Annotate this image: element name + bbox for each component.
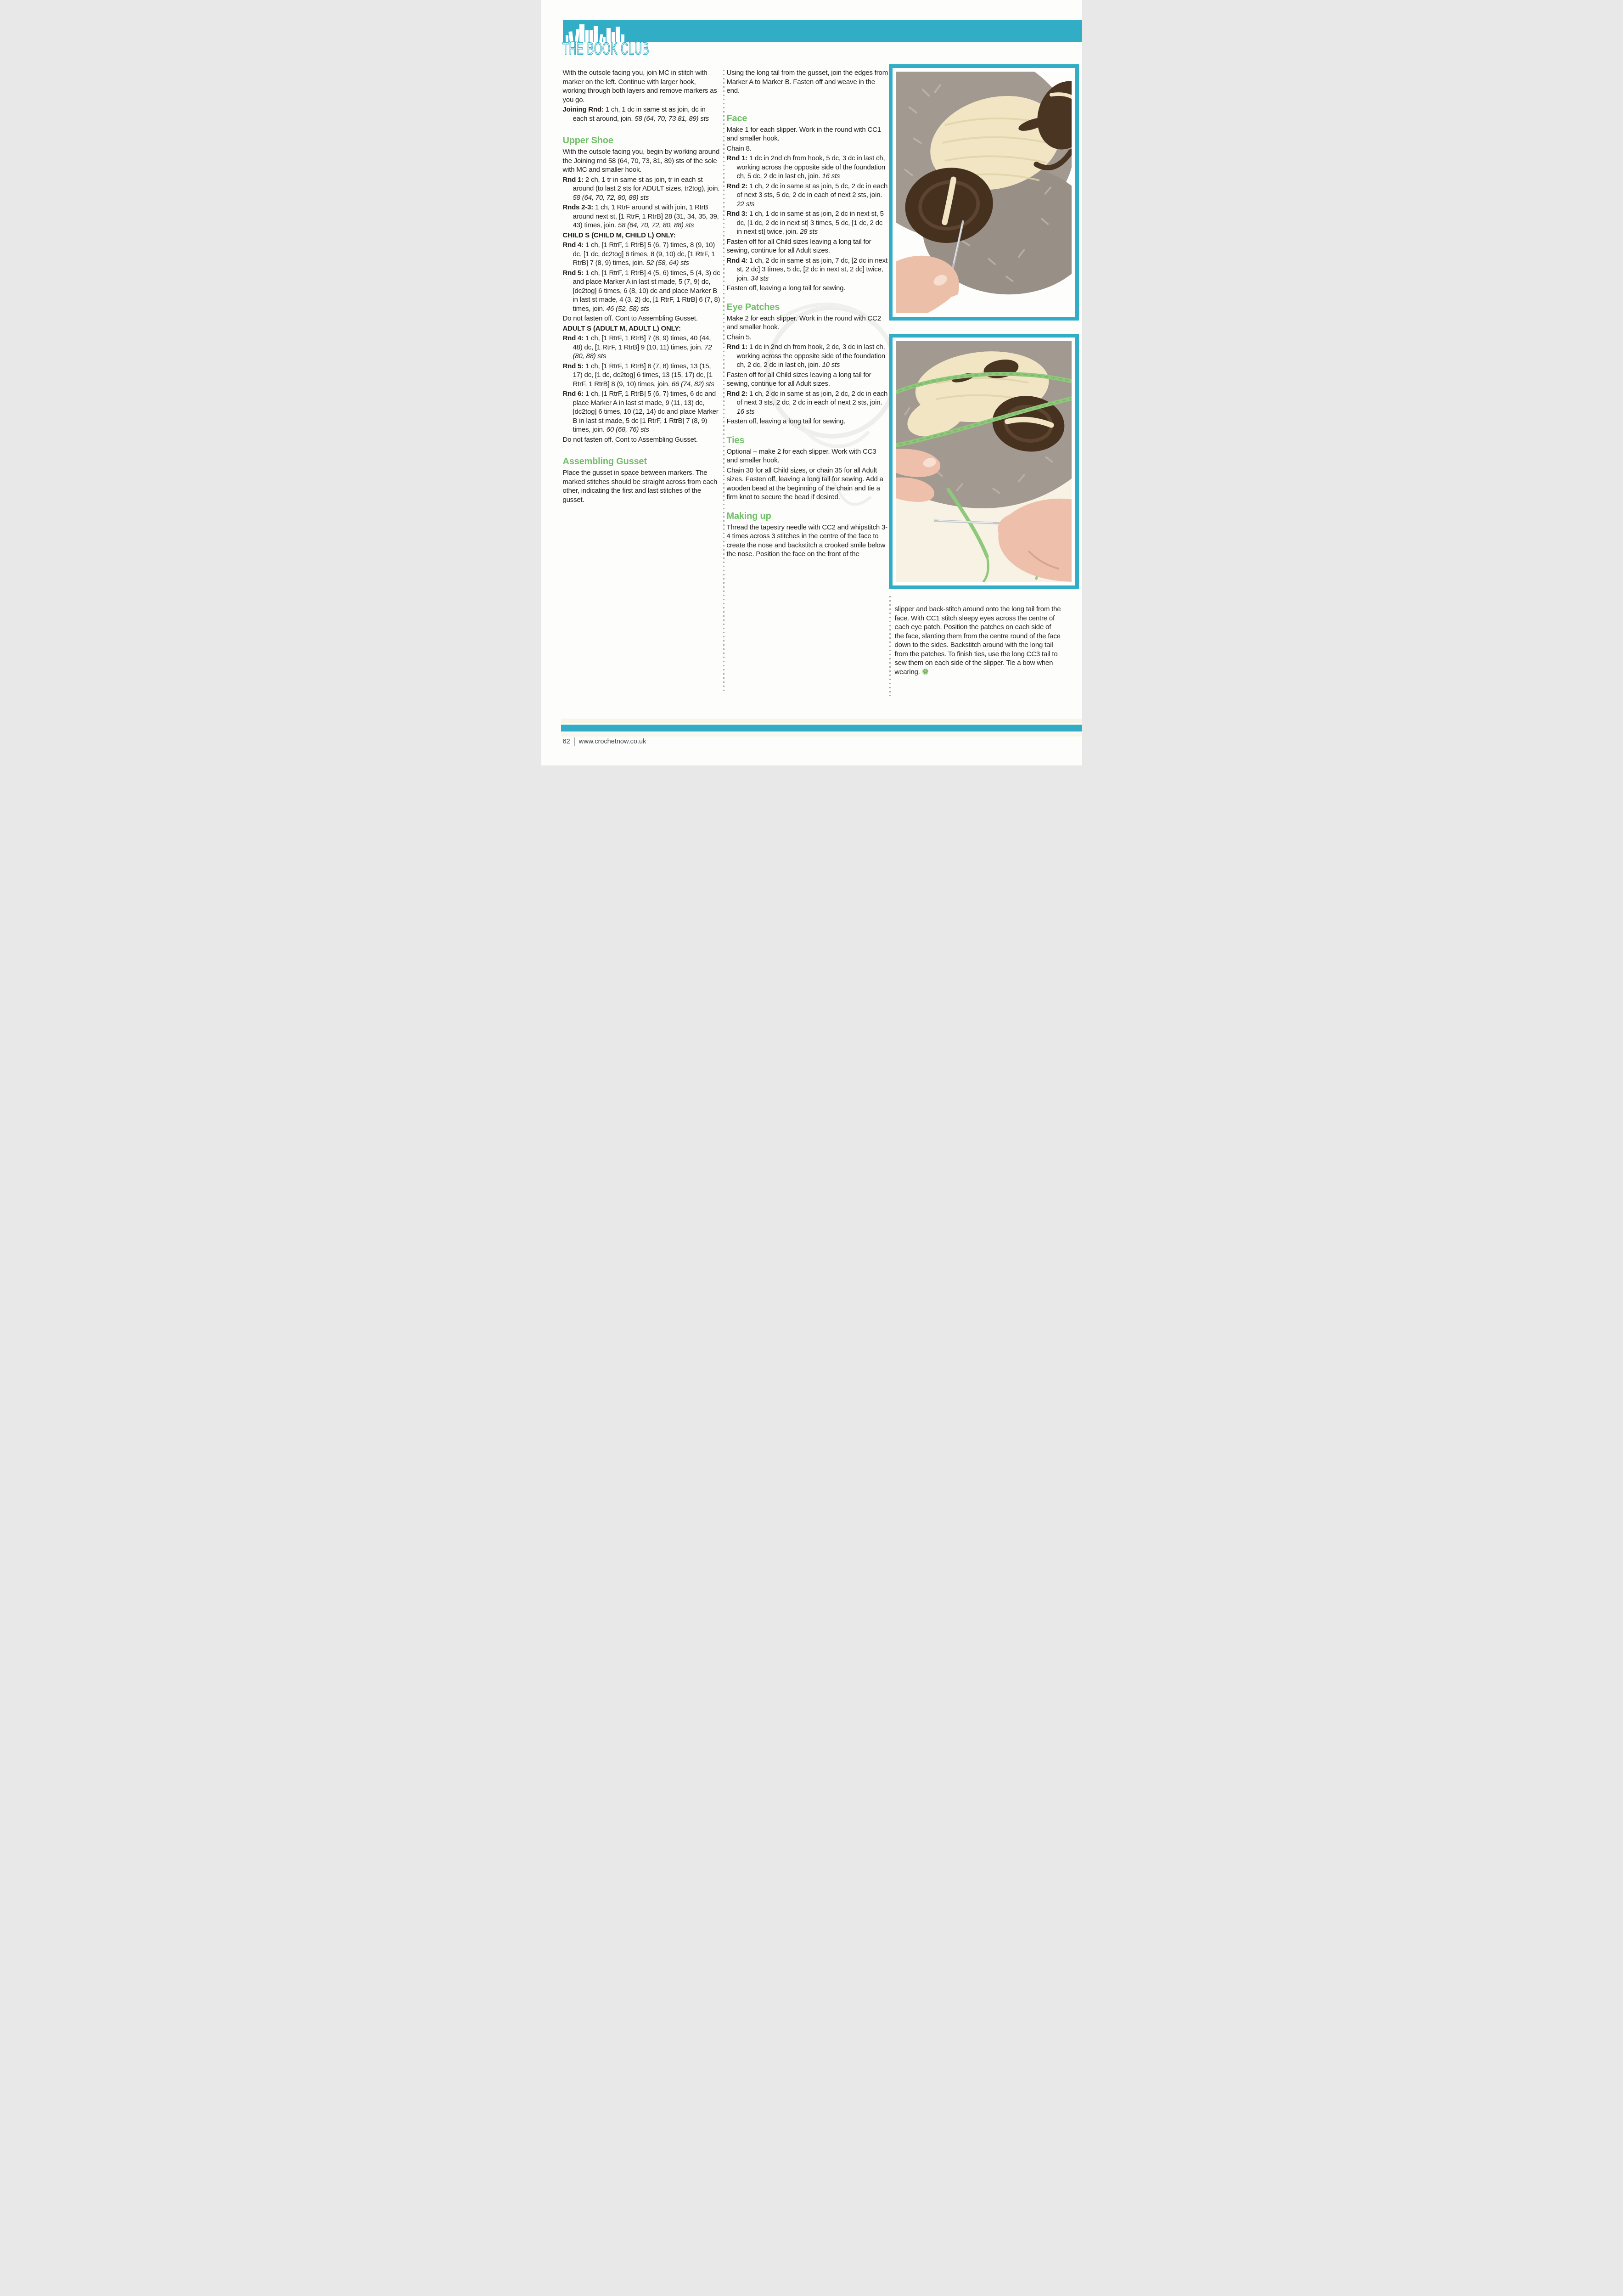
footer-accent-strip (561, 719, 1082, 723)
photo-sloth-face-sewing (889, 64, 1079, 321)
face-chain: Chain 8. (726, 144, 752, 152)
page-number: 62 (562, 738, 570, 745)
finishing-paragraph: slipper and back-stitch around onto the long tail from the face. With CC1 stitch sleepy eyes across the centre of each eye patch. Position the patches on each side of the face, slanting them from the centre round of the face down to the sides. Backstitch around with the long tail from the patches. To finish ties, use the long CC3 tail to sew them on each side of the slipper. Tie a bow when wearing. (894, 605, 1061, 676)
face-rnd-2-instruction: Rnd 2: 1 ch, 2 dc in same st as join, 5 dc, 2 dc in each of next 3 sts, 5 dc, 2 dc in each of next 2 sts, join. 22 sts (726, 182, 888, 208)
child-sizes-heading: CHILD S (CHILD M, CHILD L) ONLY: (562, 231, 676, 239)
rnd-1-instruction: Rnd 1: 2 ch, 1 tr in same st as join, tr in each st around (to last 2 sts for ADULT sizes, tr2tog), join. 58 (64, 70, 72, 80, 88) sts (562, 175, 720, 202)
joining-rnd-instruction: Joining Rnd: 1 ch, 1 dc in same st as join, dc in each st around, join. 58 (64, 70, 73 81, 89) sts (562, 106, 709, 123)
ties-paragraph-2: Chain 30 for all Child sizes, or chain 35 for all Adult sizes. Fasten off, leaving a long tail for sewing. Add a wooden bead at the beginning of the chain and tie a firm knot to secure the bead if desired. (726, 466, 883, 501)
eye-chain: Chain 5. (726, 333, 752, 341)
section-heading-ties: Ties (726, 435, 745, 445)
child-rnd-5-instruction: Rnd 5: 1 ch, [1 RtrF, 1 RtrB] 4 (5, 6) times, 5 (4, 3) dc and place Marker A in last st made, 5 (7, 9) dc, [dc2tog] 6 times, 6 (8, 10) dc and place Marker B in last st made, 4 (3, 2) dc, [1 RtrF, 1 RtrB] 6 (7, 8) times, join. 46 (52, 58) sts (562, 269, 720, 313)
gusset-join-paragraph: Using the long tail from the gusset, join the edges from Marker A to Marker B. Fasten off and weave in the end. (726, 69, 888, 95)
section-heading-eye-patches: Eye Patches (726, 302, 780, 312)
eye-fasten-note: Fasten off, leaving a long tail for sewing. (726, 417, 846, 425)
making-up-paragraph: Thread the tapestry needle with CC2 and whipstitch 3-4 times across 3 stitches in the centre of the face to create the nose and backstitch a crooked smile below the nose. Position the face on the front of the (726, 523, 887, 558)
face-fasten-note: Fasten off, leaving a long tail for sewing. (726, 284, 846, 292)
yarn-ball-icon (922, 668, 929, 675)
child-note: Do not fasten off. Cont to Assembling Gusset. (562, 315, 698, 322)
magazine-page (541, 0, 1082, 765)
footer-accent-strip (561, 733, 1082, 737)
section-heading-assembling-gusset: Assembling Gusset (562, 456, 647, 467)
eye-rnd-2-instruction: Rnd 2: 1 ch, 2 dc in same st as join, 2 dc, 2 dc in each of next 3 sts, 2 dc, 2 dc in each of next 2 sts, join. 16 sts (726, 389, 888, 416)
photo-slipper-ties-sewing (889, 334, 1079, 589)
column-2 (727, 68, 888, 560)
magazine-url: www.crochetnow.co.uk (578, 738, 646, 745)
footer (563, 737, 646, 746)
face-rnd-1-instruction: Rnd 1: 1 dc in 2nd ch from hook, 5 dc, 3 dc in last ch, working across the opposite side of the foundation ch, 5 dc, 2 dc in last ch, join. 16 sts (726, 154, 886, 180)
page-title: THE BOOK CLUB (562, 39, 649, 58)
adult-rnd-5-instruction: Rnd 5: 1 ch, [1 RtrF, 1 RtrB] 6 (7, 8) times, 13 (15, 17) dc, [1 dc, dc2tog] 6 times, 13 (15, 17) dc, [1 RtrF, 1 RtrB] 8 (9, 10) times, join. 66 (74, 82) sts (562, 362, 714, 388)
column-1 (563, 68, 721, 505)
face-rnd-3-instruction: Rnd 3: 1 ch, 1 dc in same st as join, 2 dc in next st, 5 dc, [1 dc, 2 dc in next st] 3 times, 5 dc, [1 dc, 2 dc in next st] twice, join. 28 sts (726, 210, 884, 236)
section-heading-face: Face (726, 113, 747, 124)
face-note: Fasten off for all Child sizes leaving a long tail for sewing, continue for all Adult sizes. (726, 237, 871, 254)
footer-bar (561, 725, 1082, 732)
adult-rnd-4-instruction: Rnd 4: 1 ch, [1 RtrF, 1 RtrB] 7 (8, 9) times, 40 (44, 48) dc, [1 RtrF, 1 RtrB] 9 (10, 11) times, join. 72 (80, 88) sts (562, 334, 712, 360)
column-3 (895, 605, 1061, 677)
face-rnd-4-instruction: Rnd 4: 1 ch, 2 dc in same st as join, 7 dc, [2 dc in next st, 2 dc] 3 times, 5 dc, [2 dc in next st, 2 dc] twice, join. 34 sts (726, 256, 887, 282)
adult-rnd-6-instruction: Rnd 6: 1 ch, [1 RtrF, 1 RtrB] 5 (6, 7) times, 6 dc and place Marker A in last st made, 9 (11, 13) dc, [dc2tog] 6 times, 10 (12, 14) dc and place Marker B in last st made, 5 dc [1 RtrF, 1 RtrB] 7 (8, 9) times, join. 60 (68, 76) sts (562, 390, 719, 433)
section-heading-upper-shoe: Upper Shoe (562, 135, 613, 146)
adult-note: Do not fasten off. Cont to Assembling Gusset. (562, 435, 698, 444)
eye-intro: Make 2 for each slipper. Work in the round with CC2 and smaller hook. (726, 314, 881, 331)
gusset-paragraph: Place the gusset in space between markers. The marked stitches should be straight across from each other, indicating the first and last stitches of the gusset. (562, 469, 718, 504)
ties-paragraph-1: Optional – make 2 for each slipper. Work with CC3 and smaller hook. (726, 447, 876, 464)
face-intro: Make 1 for each slipper. Work in the round with CC1 and smaller hook. (726, 125, 881, 142)
upper-shoe-intro: With the outsole facing you, begin by working around the Joining rnd 58 (64, 70, 73, 81, 89) sts of the sole with MC and smaller hook. (562, 148, 719, 174)
intro-paragraph: With the outsole facing you, join MC in stitch with marker on the left. Continue with larger hook, working through both layers and remove markers as you go. (562, 69, 717, 104)
section-heading-making-up: Making up (726, 511, 771, 521)
eye-rnd-1-instruction: Rnd 1: 1 dc in 2nd ch from hook, 2 dc, 3 dc in last ch, working across the opposite side of the foundation ch, 2 dc, 2 dc in last ch, join. 10 sts (726, 343, 886, 369)
child-rnd-4-instruction: Rnd 4: 1 ch, [1 RtrF, 1 RtrB] 5 (6, 7) times, 8 (9, 10) dc, [1 dc, dc2tog] 6 times, 8 (9, 10) dc, [1 RtrF, 1 RtrB] 7 (8, 9) times, join. 52 (58, 64) sts (562, 241, 715, 267)
eye-note: Fasten off for all Child sizes leaving a long tail for sewing, continue for all Adult sizes. (726, 371, 871, 388)
rnds-2-3-instruction: Rnds 2-3: 1 ch, 1 RtrF around st with join, 1 RtrB around next st, [1 RtrF, 1 RtrB] 28 (31, 34, 35, 39, 43) times, join. 58 (64, 70, 72, 80, 88) sts (562, 203, 719, 229)
footer-divider (574, 737, 575, 746)
column-divider (889, 596, 891, 696)
adult-sizes-heading: ADULT S (ADULT M, ADULT L) ONLY: (562, 324, 681, 332)
column-divider (723, 70, 724, 692)
